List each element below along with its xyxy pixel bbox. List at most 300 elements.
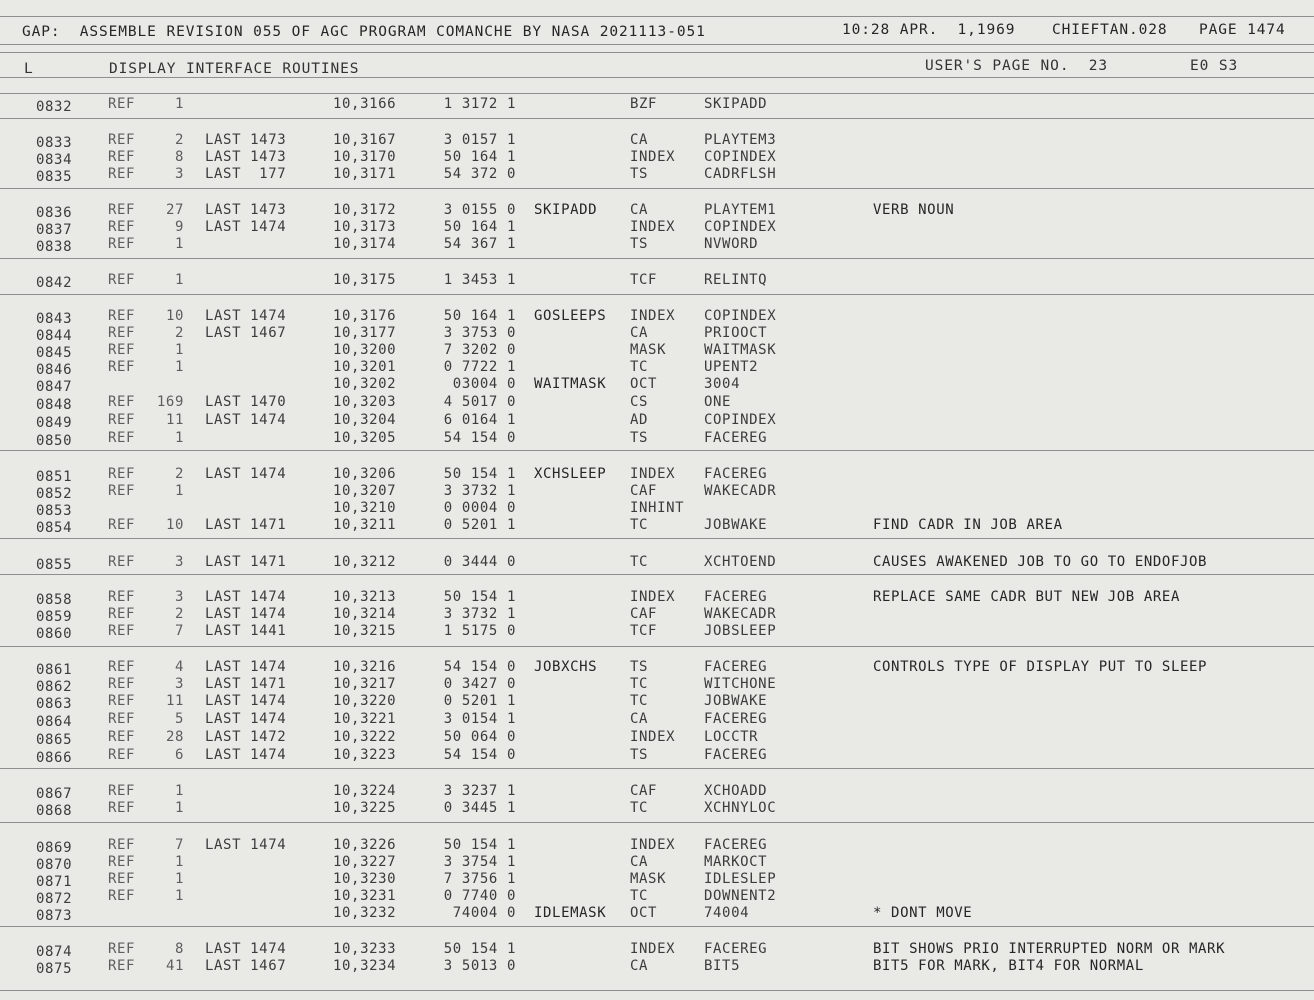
operand: XCHOADD — [704, 783, 768, 799]
address: 10,3166 — [333, 96, 397, 112]
octal-word: 3 3753 0 — [443, 325, 516, 341]
line-number: 0855 — [36, 557, 73, 573]
line-number: 0846 — [36, 362, 73, 378]
operand: RELINTQ — [704, 272, 768, 288]
ref-count: 27 — [165, 202, 184, 218]
opcode: TS — [630, 236, 649, 252]
line-number: 0852 — [36, 486, 73, 502]
last-ref: LAST 1474 — [205, 711, 287, 727]
opcode: OCT — [630, 376, 658, 392]
line-number: 0866 — [36, 750, 73, 766]
label: WAITMASK — [534, 376, 607, 392]
line-number: 0837 — [36, 222, 73, 238]
last-ref: LAST 1473 — [205, 149, 287, 165]
address: 10,3171 — [333, 166, 397, 182]
ref-count: 3 — [174, 554, 184, 570]
opcode: TC — [630, 693, 649, 709]
address: 10,3213 — [333, 589, 397, 605]
line-number: 0869 — [36, 840, 73, 856]
line-number: 0854 — [36, 520, 73, 536]
octal-word: 0 7740 0 — [443, 888, 516, 904]
operand: COPINDEX — [704, 308, 777, 324]
address: 10,3216 — [333, 659, 397, 675]
opcode: TC — [630, 888, 649, 904]
comment: CAUSES AWAKENED JOB TO GO TO ENDOFJOB — [873, 554, 1208, 570]
ref-count: 7 — [174, 837, 184, 853]
opcode: TS — [630, 430, 649, 446]
address: 10,3220 — [333, 693, 397, 709]
operand: SKIPADD — [704, 96, 768, 112]
address: 10,3204 — [333, 412, 397, 428]
ref-count: 1 — [174, 871, 184, 887]
ref-tag: REF — [108, 693, 136, 709]
label: IDLEMASK — [534, 905, 607, 921]
address: 10,3202 — [333, 376, 397, 392]
operand: DOWNENT2 — [704, 888, 777, 904]
label: XCHSLEEP — [534, 466, 607, 482]
operand: COPINDEX — [704, 412, 777, 428]
line-number: 0874 — [36, 944, 73, 960]
ref-tag: REF — [108, 837, 136, 853]
opcode: BZF — [630, 96, 658, 112]
ref-count: 1 — [174, 483, 184, 499]
line-number: 0842 — [36, 275, 73, 291]
octal-word: 54 154 0 — [443, 747, 516, 763]
opcode: OCT — [630, 905, 658, 921]
ref-count: 4 — [174, 659, 184, 675]
line-number: 0838 — [36, 239, 73, 255]
line-number: 0859 — [36, 609, 73, 625]
last-ref: LAST 1474 — [205, 466, 287, 482]
line-number: 0849 — [36, 415, 73, 431]
line-number: 0860 — [36, 626, 73, 642]
octal-word: 3 0155 0 — [443, 202, 516, 218]
subheader-users-page: USER'S PAGE NO. 23 — [925, 58, 1108, 74]
last-ref: LAST 177 — [205, 166, 287, 182]
opcode: INDEX — [630, 589, 676, 605]
ref-count: 2 — [174, 606, 184, 622]
ref-tag: REF — [108, 606, 136, 622]
address: 10,3170 — [333, 149, 397, 165]
ref-count: 1 — [174, 272, 184, 288]
opcode: TC — [630, 554, 649, 570]
operand: COPINDEX — [704, 149, 777, 165]
operand: COPINDEX — [704, 219, 777, 235]
ref-tag: REF — [108, 166, 136, 182]
ref-count: 1 — [174, 783, 184, 799]
opcode: INDEX — [630, 729, 676, 745]
octal-word: 50 164 1 — [443, 219, 516, 235]
operand: BIT5 — [704, 958, 741, 974]
ref-tag: REF — [108, 132, 136, 148]
address: 10,3230 — [333, 871, 397, 887]
operand: JOBSLEEP — [704, 623, 777, 639]
opcode: CA — [630, 202, 649, 218]
address: 10,3201 — [333, 359, 397, 375]
subheader-title: DISPLAY INTERFACE ROUTINES — [109, 61, 360, 77]
operand: XCHNYLOC — [704, 800, 777, 816]
ref-tag: REF — [108, 729, 136, 745]
address: 10,3231 — [333, 888, 397, 904]
octal-word: 1 3172 1 — [443, 96, 516, 112]
ref-count: 1 — [174, 236, 184, 252]
line-number: 0850 — [36, 433, 73, 449]
octal-word: 0 3427 0 — [443, 676, 516, 692]
octal-word: 1 5175 0 — [443, 623, 516, 639]
address: 10,3210 — [333, 500, 397, 516]
ref-tag: REF — [108, 623, 136, 639]
ref-count: 10 — [165, 308, 184, 324]
ref-tag: REF — [108, 430, 136, 446]
comment: BIT5 FOR MARK, BIT4 FOR NORMAL — [873, 958, 1144, 974]
line-number: 0834 — [36, 152, 73, 168]
line-number: 0845 — [36, 345, 73, 361]
operand: FACEREG — [704, 837, 768, 853]
operand: WAITMASK — [704, 342, 777, 358]
label: GOSLEEPS — [534, 308, 607, 324]
ref-count: 1 — [174, 888, 184, 904]
line-number: 0871 — [36, 874, 73, 890]
opcode: TC — [630, 800, 649, 816]
octal-word: 50 154 1 — [443, 466, 516, 482]
octal-word: 50 154 1 — [443, 589, 516, 605]
opcode: CAF — [630, 783, 658, 799]
octal-word: 0 3444 0 — [443, 554, 516, 570]
ref-count: 2 — [174, 132, 184, 148]
operand: LOCCTR — [704, 729, 759, 745]
comment: REPLACE SAME CADR BUT NEW JOB AREA — [873, 589, 1180, 605]
ref-count: 11 — [165, 693, 184, 709]
address: 10,3223 — [333, 747, 397, 763]
opcode: TCF — [630, 272, 658, 288]
address: 10,3173 — [333, 219, 397, 235]
last-ref: LAST 1471 — [205, 554, 287, 570]
operand: ONE — [704, 394, 732, 410]
opcode: INDEX — [630, 466, 676, 482]
opcode: CA — [630, 711, 649, 727]
line-number: 0851 — [36, 469, 73, 485]
address: 10,3206 — [333, 466, 397, 482]
operand: WITCHONE — [704, 676, 777, 692]
line-number: 0858 — [36, 592, 73, 608]
ref-count: 41 — [165, 958, 184, 974]
line-number: 0865 — [36, 732, 73, 748]
ref-tag: REF — [108, 308, 136, 324]
address: 10,3211 — [333, 517, 397, 533]
octal-word: 7 3756 1 — [443, 871, 516, 887]
ref-tag: REF — [108, 589, 136, 605]
line-number: 0836 — [36, 205, 73, 221]
address: 10,3212 — [333, 554, 397, 570]
opcode: CA — [630, 132, 649, 148]
octal-word: 50 064 0 — [443, 729, 516, 745]
operand: IDLESLEP — [704, 871, 777, 887]
opcode: MASK — [630, 871, 667, 887]
address: 10,3221 — [333, 711, 397, 727]
address: 10,3232 — [333, 905, 397, 921]
last-ref: LAST 1474 — [205, 941, 287, 957]
line-number: 0833 — [36, 135, 73, 151]
line-number: 0853 — [36, 503, 73, 519]
line-number: 0872 — [36, 891, 73, 907]
operand: UPENT2 — [704, 359, 759, 375]
address: 10,3227 — [333, 854, 397, 870]
operand: FACEREG — [704, 430, 768, 446]
address: 10,3215 — [333, 623, 397, 639]
line-number: 0868 — [36, 803, 73, 819]
address: 10,3207 — [333, 483, 397, 499]
opcode: CAF — [630, 606, 658, 622]
octal-word: 0 5201 1 — [443, 693, 516, 709]
address: 10,3167 — [333, 132, 397, 148]
operand: CADRFLSH — [704, 166, 777, 182]
last-ref: LAST 1467 — [205, 325, 287, 341]
operand: MARKOCT — [704, 854, 768, 870]
line-number: 0835 — [36, 169, 73, 185]
last-ref: LAST 1441 — [205, 623, 287, 639]
ref-count: 1 — [174, 359, 184, 375]
octal-word: 74004 0 — [452, 905, 516, 921]
header-datetime: 10:28 APR. 1,1969 — [842, 22, 1016, 38]
octal-word: 4 5017 0 — [443, 394, 516, 410]
operand: JOBWAKE — [704, 517, 768, 533]
octal-word: 3 3754 1 — [443, 854, 516, 870]
operand: FACEREG — [704, 466, 768, 482]
last-ref: LAST 1467 — [205, 958, 287, 974]
address: 10,3174 — [333, 236, 397, 252]
opcode: TC — [630, 359, 649, 375]
opcode: TS — [630, 659, 649, 675]
ref-count: 8 — [174, 149, 184, 165]
header-title: GAP: ASSEMBLE REVISION 055 OF AGC PROGRAM COMANCHE BY NASA 2021113-051 — [22, 24, 706, 40]
address: 10,3214 — [333, 606, 397, 622]
ref-tag: REF — [108, 517, 136, 533]
ref-count: 3 — [174, 589, 184, 605]
operand: FACEREG — [704, 747, 768, 763]
opcode: INDEX — [630, 308, 676, 324]
ref-tag: REF — [108, 342, 136, 358]
octal-word: 0 0004 0 — [443, 500, 516, 516]
ref-count: 1 — [174, 800, 184, 816]
opcode: CA — [630, 958, 649, 974]
label: JOBXCHS — [534, 659, 598, 675]
ref-tag: REF — [108, 483, 136, 499]
line-number: 0861 — [36, 662, 73, 678]
ref-tag: REF — [108, 783, 136, 799]
line-number: 0847 — [36, 379, 73, 395]
ref-count: 169 — [156, 394, 184, 410]
address: 10,3217 — [333, 676, 397, 692]
ref-tag: REF — [108, 359, 136, 375]
octal-word: 1 3453 1 — [443, 272, 516, 288]
octal-word: 54 367 1 — [443, 236, 516, 252]
line-number: 0863 — [36, 696, 73, 712]
octal-word: 3 3732 1 — [443, 606, 516, 622]
opcode: CA — [630, 854, 649, 870]
octal-word: 3 5013 0 — [443, 958, 516, 974]
line-number: 0844 — [36, 328, 73, 344]
line-number: 0848 — [36, 397, 73, 413]
octal-word: 3 3237 1 — [443, 783, 516, 799]
opcode: TS — [630, 166, 649, 182]
operand: 3004 — [704, 376, 741, 392]
comment: VERB NOUN — [873, 202, 955, 218]
last-ref: LAST 1474 — [205, 837, 287, 853]
last-ref: LAST 1471 — [205, 676, 287, 692]
address: 10,3225 — [333, 800, 397, 816]
ref-tag: REF — [108, 325, 136, 341]
operand: FACEREG — [704, 941, 768, 957]
opcode: CS — [630, 394, 649, 410]
octal-word: 50 164 1 — [443, 308, 516, 324]
address: 10,3200 — [333, 342, 397, 358]
line-number: 0867 — [36, 786, 73, 802]
octal-word: 3 0157 1 — [443, 132, 516, 148]
operand: FACEREG — [704, 589, 768, 605]
opcode: TS — [630, 747, 649, 763]
operand: PLAYTEM1 — [704, 202, 777, 218]
opcode: CA — [630, 325, 649, 341]
octal-word: 3 0154 1 — [443, 711, 516, 727]
last-ref: LAST 1474 — [205, 747, 287, 763]
ref-tag: REF — [108, 412, 136, 428]
ref-count: 1 — [174, 96, 184, 112]
line-number: 0843 — [36, 311, 73, 327]
ref-tag: REF — [108, 466, 136, 482]
address: 10,3176 — [333, 308, 397, 324]
octal-word: 50 154 1 — [443, 941, 516, 957]
octal-word: 0 7722 1 — [443, 359, 516, 375]
last-ref: LAST 1474 — [205, 308, 287, 324]
address: 10,3175 — [333, 272, 397, 288]
operand: JOBWAKE — [704, 693, 768, 709]
line-number: 0870 — [36, 857, 73, 873]
octal-word: 54 154 0 — [443, 430, 516, 446]
line-number: 0873 — [36, 908, 73, 924]
last-ref: LAST 1474 — [205, 659, 287, 675]
last-ref: LAST 1474 — [205, 219, 287, 235]
last-ref: LAST 1474 — [205, 412, 287, 428]
ref-tag: REF — [108, 202, 136, 218]
last-ref: LAST 1474 — [205, 589, 287, 605]
last-ref: LAST 1473 — [205, 202, 287, 218]
octal-word: 50 154 1 — [443, 837, 516, 853]
subheader-mark: L — [24, 61, 34, 77]
opcode: TC — [630, 676, 649, 692]
ref-count: 10 — [165, 517, 184, 533]
octal-word: 54 154 0 — [443, 659, 516, 675]
octal-word: 03004 0 — [452, 376, 516, 392]
ref-count: 1 — [174, 342, 184, 358]
ref-count: 5 — [174, 711, 184, 727]
last-ref: LAST 1472 — [205, 729, 287, 745]
ref-tag: REF — [108, 236, 136, 252]
operand: FACEREG — [704, 659, 768, 675]
last-ref: LAST 1471 — [205, 517, 287, 533]
ref-tag: REF — [108, 96, 136, 112]
address: 10,3203 — [333, 394, 397, 410]
octal-word: 3 3732 1 — [443, 483, 516, 499]
opcode: INDEX — [630, 219, 676, 235]
ref-tag: REF — [108, 394, 136, 410]
address: 10,3205 — [333, 430, 397, 446]
operand: FACEREG — [704, 711, 768, 727]
subheader-code: E0 S3 — [1190, 58, 1239, 74]
octal-word: 0 3445 1 — [443, 800, 516, 816]
label: SKIPADD — [534, 202, 598, 218]
ref-tag: REF — [108, 659, 136, 675]
address: 10,3224 — [333, 783, 397, 799]
last-ref: LAST 1474 — [205, 693, 287, 709]
address: 10,3226 — [333, 837, 397, 853]
opcode: INDEX — [630, 149, 676, 165]
operand: PRIOOCT — [704, 325, 768, 341]
ref-tag: REF — [108, 219, 136, 235]
ref-tag: REF — [108, 871, 136, 887]
operand: 74004 — [704, 905, 750, 921]
ref-count: 9 — [174, 219, 184, 235]
octal-word: 54 372 0 — [443, 166, 516, 182]
ref-tag: REF — [108, 958, 136, 974]
ref-count: 3 — [174, 166, 184, 182]
comment: BIT SHOWS PRIO INTERRUPTED NORM OR MARK — [873, 941, 1226, 957]
header-file: CHIEFTAN.028 — [1052, 22, 1168, 38]
comment: CONTROLS TYPE OF DISPLAY PUT TO SLEEP — [873, 659, 1208, 675]
comment: * DONT MOVE — [873, 905, 973, 921]
address: 10,3234 — [333, 958, 397, 974]
ref-tag: REF — [108, 554, 136, 570]
ref-tag: REF — [108, 747, 136, 763]
ref-count: 7 — [174, 623, 184, 639]
ref-count: 1 — [174, 854, 184, 870]
opcode: TC — [630, 517, 649, 533]
octal-word: 0 5201 1 — [443, 517, 516, 533]
last-ref: LAST 1473 — [205, 132, 287, 148]
line-number: 0875 — [36, 961, 73, 977]
address: 10,3222 — [333, 729, 397, 745]
address: 10,3172 — [333, 202, 397, 218]
opcode: CAF — [630, 483, 658, 499]
header-page-number: PAGE 1474 — [1199, 22, 1286, 38]
line-number: 0862 — [36, 679, 73, 695]
last-ref: LAST 1470 — [205, 394, 287, 410]
address: 10,3177 — [333, 325, 397, 341]
ref-tag: REF — [108, 711, 136, 727]
ref-count: 3 — [174, 676, 184, 692]
opcode: INHINT — [630, 500, 685, 516]
ref-tag: REF — [108, 941, 136, 957]
ref-count: 1 — [174, 430, 184, 446]
ref-tag: REF — [108, 149, 136, 165]
ref-count: 28 — [165, 729, 184, 745]
operand: WAKECADR — [704, 606, 777, 622]
ref-tag: REF — [108, 272, 136, 288]
line-number: 0832 — [36, 99, 73, 115]
operand: XCHTOEND — [704, 554, 777, 570]
opcode: INDEX — [630, 837, 676, 853]
last-ref: LAST 1474 — [205, 606, 287, 622]
comment: FIND CADR IN JOB AREA — [873, 517, 1063, 533]
octal-word: 50 164 1 — [443, 149, 516, 165]
ref-count: 8 — [174, 941, 184, 957]
octal-word: 6 0164 1 — [443, 412, 516, 428]
opcode: TCF — [630, 623, 658, 639]
ref-tag: REF — [108, 676, 136, 692]
operand: WAKECADR — [704, 483, 777, 499]
opcode: MASK — [630, 342, 667, 358]
ref-count: 2 — [174, 325, 184, 341]
ref-tag: REF — [108, 888, 136, 904]
